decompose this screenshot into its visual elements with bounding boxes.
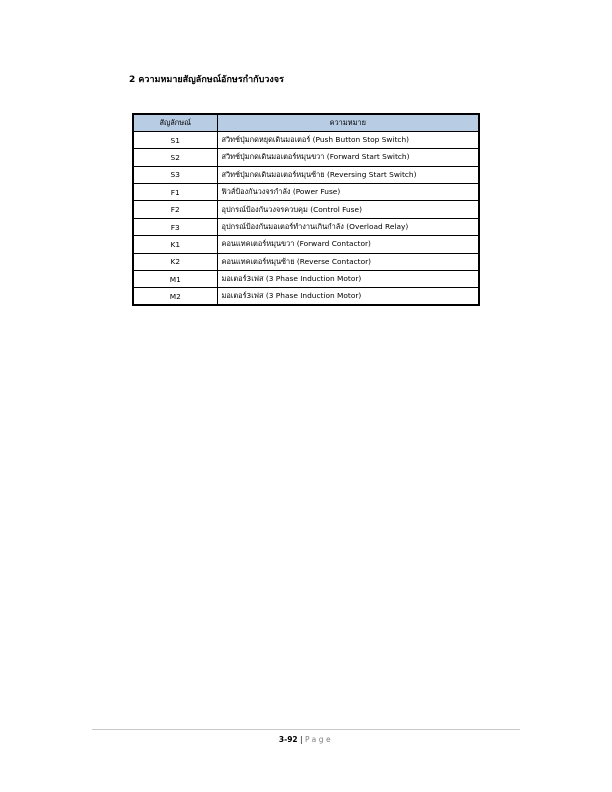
symbol-cell: F1	[133, 184, 217, 201]
meaning-cell: มอเตอร์3เฟส (3 Phase Induction Motor)	[217, 271, 479, 288]
meaning-cell: สวิทช์ปุ่มกดเดินมอเตอร์หมุนขวา (Forward Start Switch)	[217, 149, 479, 166]
table-row	[133, 288, 479, 305]
footer-divider	[92, 729, 520, 730]
table-row	[133, 253, 479, 270]
symbol-cell: S1	[133, 131, 217, 148]
symbol-cell: K2	[133, 253, 217, 270]
meaning-cell: มอเตอร์3เฟส (3 Phase Induction Motor)	[217, 288, 479, 305]
symbol-cell: M2	[133, 288, 217, 305]
symbol-cell: F3	[133, 218, 217, 235]
symbol-cell: S2	[133, 149, 217, 166]
table-row	[133, 201, 479, 218]
meaning-cell: สวิทช์ปุ่มกดเดินมอเตอร์หมุนซ้าย (Reversing Start Switch)	[217, 166, 479, 183]
table-row	[133, 271, 479, 288]
table-row	[133, 184, 479, 201]
section-heading: 2 ความหมายสัญลักษณ์อักษรกำกับวงจร	[129, 75, 284, 85]
footer-separator: |	[300, 735, 303, 744]
symbol-table	[132, 113, 480, 306]
meaning-cell: ฟิวส์ป้องกันวงจรกำลัง (Power Fuse)	[217, 184, 479, 201]
page-number: 3-92	[278, 735, 298, 744]
symbol-cell: K1	[133, 236, 217, 253]
page-word: Page	[304, 735, 334, 744]
table-row	[133, 149, 479, 166]
meaning-cell: อุปกรณ์ป้องกันมอเตอร์ทำงานเกินกำลัง (Overload Relay)	[217, 218, 479, 235]
meaning-cell: อุปกรณ์ป้องกันวงจรควบคุม (Control Fuse)	[217, 201, 479, 218]
column-header-meaning: ความหมาย	[217, 114, 479, 131]
table-row	[133, 131, 479, 148]
symbol-cell: S3	[133, 166, 217, 183]
table-row	[133, 218, 479, 235]
meaning-cell: คอนแทคเตอร์หมุนขวา (Forward Contactor)	[217, 236, 479, 253]
meaning-cell: คอนแทคเตอร์หมุนซ้าย (Reverse Contactor)	[217, 253, 479, 270]
page-footer	[0, 735, 612, 744]
meaning-cell: สวิทช์ปุ่มกดหยุดเดินมอเตอร์ (Push Button Stop Switch)	[217, 131, 479, 148]
table-row	[133, 166, 479, 183]
symbol-cell: F2	[133, 201, 217, 218]
table-header-row	[133, 114, 479, 131]
table-row	[133, 236, 479, 253]
symbol-cell: M1	[133, 271, 217, 288]
column-header-symbol: สัญลักษณ์	[133, 114, 217, 131]
